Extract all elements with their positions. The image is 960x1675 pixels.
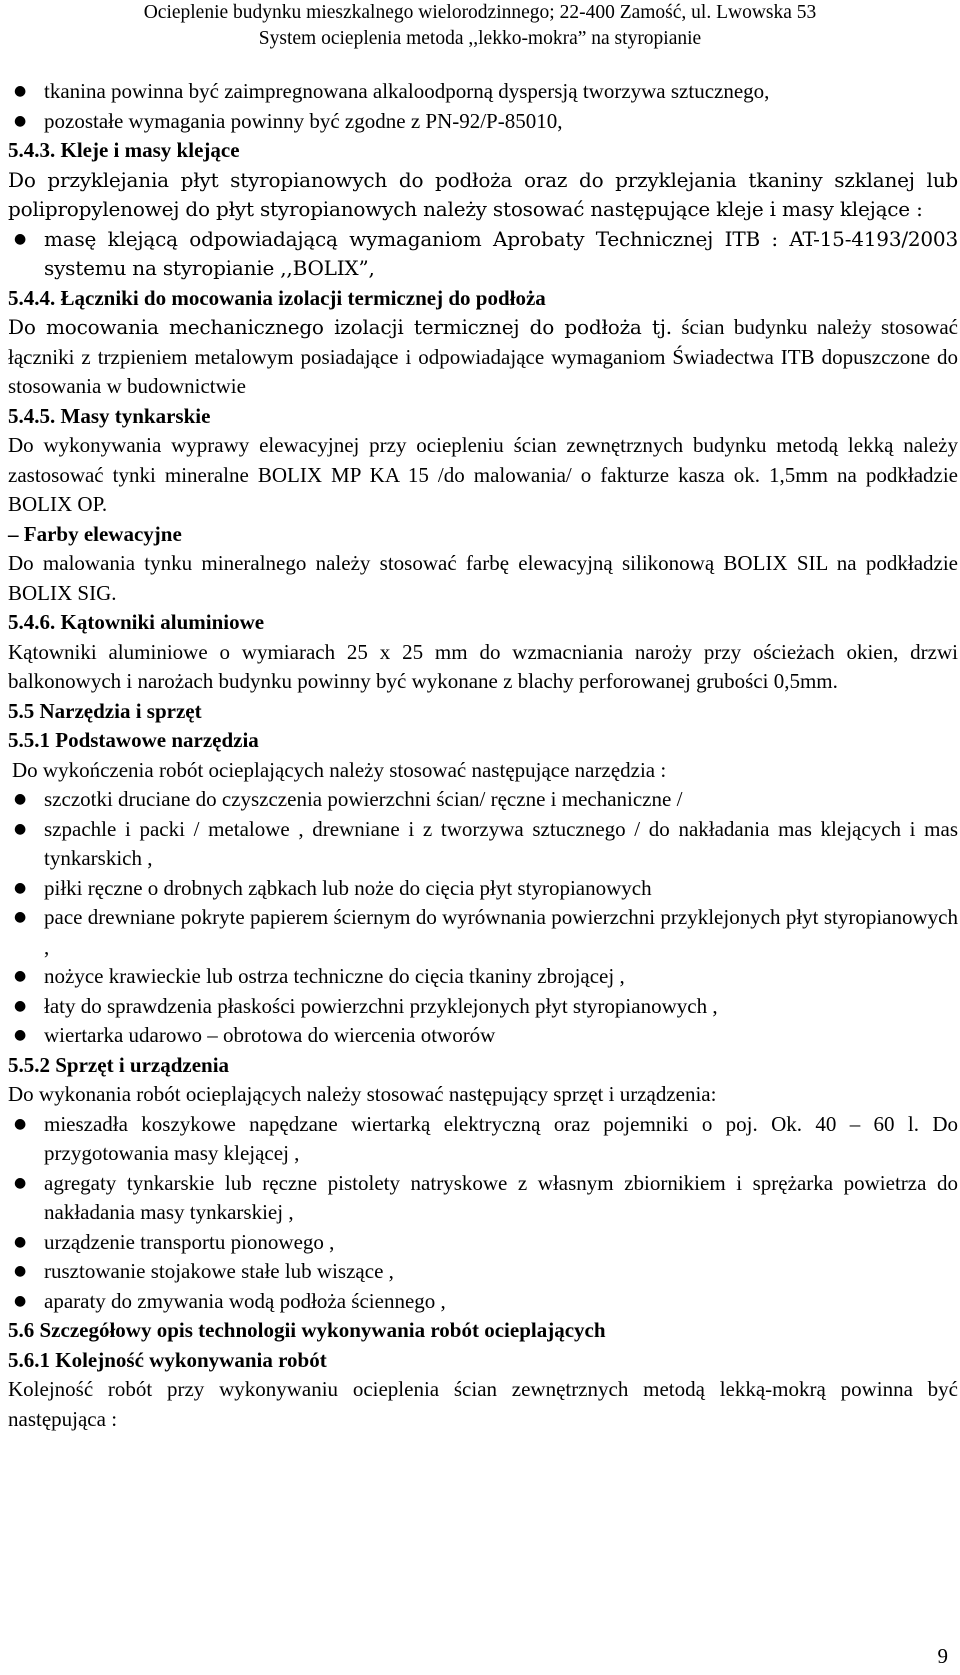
paragraph: Do mocowania mechanicznego izolacji termicznej do podłoża tj. ścian budynku należy stosować łączniki z trzpieniem metalowym posiadające i odpowiadające wymaganiom Świadectwa ITB dopuszczone do stosowania w budownictwie — [8, 315, 959, 398]
bullet-icon: ● — [14, 820, 27, 837]
section-heading: – Farby elewacyjne — [8, 521, 182, 546]
list-item: ● aparaty do zmywania wodą podłoża ściennego , — [8, 1287, 958, 1317]
bullet-icon: ● — [14, 879, 27, 896]
list-item: ● urządzenie transportu pionowego , — [8, 1228, 958, 1258]
list-item: ● pozostałe wymagania powinny być zgodne z PN-92/P-85010, — [8, 107, 958, 137]
section-heading: 5.4.3. Kleje i masy klejące — [8, 138, 240, 162]
paragraph: Kolejność robót przy wykonywaniu ocieplenia ścian zewnętrznych metodą lekką-mokrą powinna być następująca : — [8, 1377, 958, 1431]
paragraph: Do wykończenia robót ocieplających należy stosować następujące narzędzia : — [12, 757, 667, 782]
paragraph: Do malowania tynku mineralnego należy stosować farbę elewacyjną silikonową BOLIX SIL na podkładzie BOLIX SIG. — [8, 551, 958, 605]
bullet-icon: ● — [14, 83, 27, 99]
bullet-icon: ● — [14, 112, 27, 129]
bullet-icon: ● — [14, 791, 27, 807]
page-number: 9 — [937, 1643, 948, 1668]
list-item: ● masę klejącą odpowiadającą wymaganiom Aprobaty Technicznej ITB : AT-15-4193/2003 systemu na styropianie ,,BOLIX”, — [14, 226, 958, 280]
bullet-icon: ● — [14, 230, 27, 247]
list-item: ● tkanina powinna być zaimpregnowana alkaloodporną dyspersją tworzywa sztucznego, — [8, 77, 958, 107]
bullet-icon: ● — [14, 909, 27, 925]
section-heading: 5.5.2 Sprzęt i urządzenia — [8, 1052, 230, 1077]
bullet-icon: ● — [14, 1174, 27, 1191]
list-item: ● szczotki druciane do czyszczenia powierzchni ścian/ ręczne i mechaniczne / — [8, 785, 958, 815]
list-item: ● agregaty tynkarskie lub ręczne pistolety natryskowe z własnym zbiornikiem i sprężarka powietrza do nakładania masy tynkarskiej , — [14, 1170, 958, 1224]
document-body — [8, 77, 958, 1434]
paragraph: Kątowniki aluminiowe o wymiarach 25 x 25 mm do wzmacniania naroży przy ościeżach okien, drzwi balkonowych i narożach budynku powinny być wykonane z blachy perforowanej grubości 0,5mm. — [8, 639, 958, 693]
section-heading: 5.6 Szczegółowy opis technologii wykonywania robót ocieplających — [8, 1318, 606, 1342]
bullet-icon: ● — [14, 1115, 27, 1132]
section-heading: 5.6.1 Kolejność wykonywania robót — [8, 1347, 327, 1372]
section-heading: 5.4.4. Łączniki do mocowania izolacji termicznej do podłoża — [8, 285, 546, 310]
bullet-icon: ● — [14, 1027, 27, 1043]
section-heading: 5.5 Narzędzia i sprzęt — [8, 698, 202, 723]
header-line-2: System ocieplenia metoda ,,lekko-mokra” na styropianie — [258, 28, 702, 49]
list-item: ● pace drewniane pokryte papierem ściernym do wyrównania powierzchni przyklejonych płyt styropianowych , — [14, 905, 958, 959]
list-item: ● piłki ręczne o drobnych ząbkach lub noże do cięcia płyt styropianowych — [8, 874, 958, 904]
paragraph: Do przyklejania płyt styropianowych do podłoża oraz do przyklejania tkaniny szklanej lub polipropylenowej do płyt styropianowych należy stosować następujące kleje i masy klejące : — [8, 167, 958, 221]
section-heading: 5.5.1 Podstawowe narzędzia — [8, 728, 259, 752]
list-item: ● szpachle i packi / metalowe , drewniane i z tworzywa sztucznego / do nakładania mas klejących i mas tynkarskich , — [14, 816, 958, 870]
paragraph: Do wykonywania wyprawy elewacyjnej przy ociepleniu ścian zewnętrznych budynku metodą lekką należy zastosować tynki mineralne BOLIX MP KA 15 /do malowania/ o fakturze kasza ok. 1,5mm na podkładzie BOLIX OP. — [8, 433, 958, 516]
bullet-icon: ● — [14, 968, 27, 984]
list-item: ● rusztowanie stojakowe stałe lub wiszące , — [8, 1257, 958, 1287]
section-heading: 5.4.6. Kątowniki aluminiowe — [8, 610, 265, 634]
bullet-icon: ● — [14, 1233, 27, 1250]
list-item: ● łaty do sprawdzenia płaskości powierzchni przyklejonych płyt styropianowych , — [8, 992, 958, 1022]
header-line-1: Ocieplenie budynku mieszkalnego wielorodzinnego; 22-400 Zamość, ul. Lwowska 53 — [143, 2, 817, 23]
bullet-icon: ● — [14, 1263, 27, 1279]
bullet-icon: ● — [14, 997, 27, 1014]
page-header — [0, 0, 960, 52]
list-item: ● wiertarka udarowo – obrotowa do wiercenia otworów — [8, 1021, 958, 1051]
list-item: ● mieszadła koszykowe napędzane wiertarką elektryczną oraz pojemniki o poj. Ok. 40 – 60 l. Do przygotowania masy klejącej , — [14, 1111, 958, 1165]
paragraph: Do wykonania robót ocieplających należy stosować następujący sprzęt i urządzenia: — [8, 1082, 717, 1106]
section-heading: 5.4.5. Masy tynkarskie — [8, 403, 211, 428]
bullet-icon: ● — [14, 1292, 27, 1309]
list-item: ● nożyce krawieckie lub ostrza techniczne do cięcia tkaniny zbrojącej , — [8, 962, 958, 992]
